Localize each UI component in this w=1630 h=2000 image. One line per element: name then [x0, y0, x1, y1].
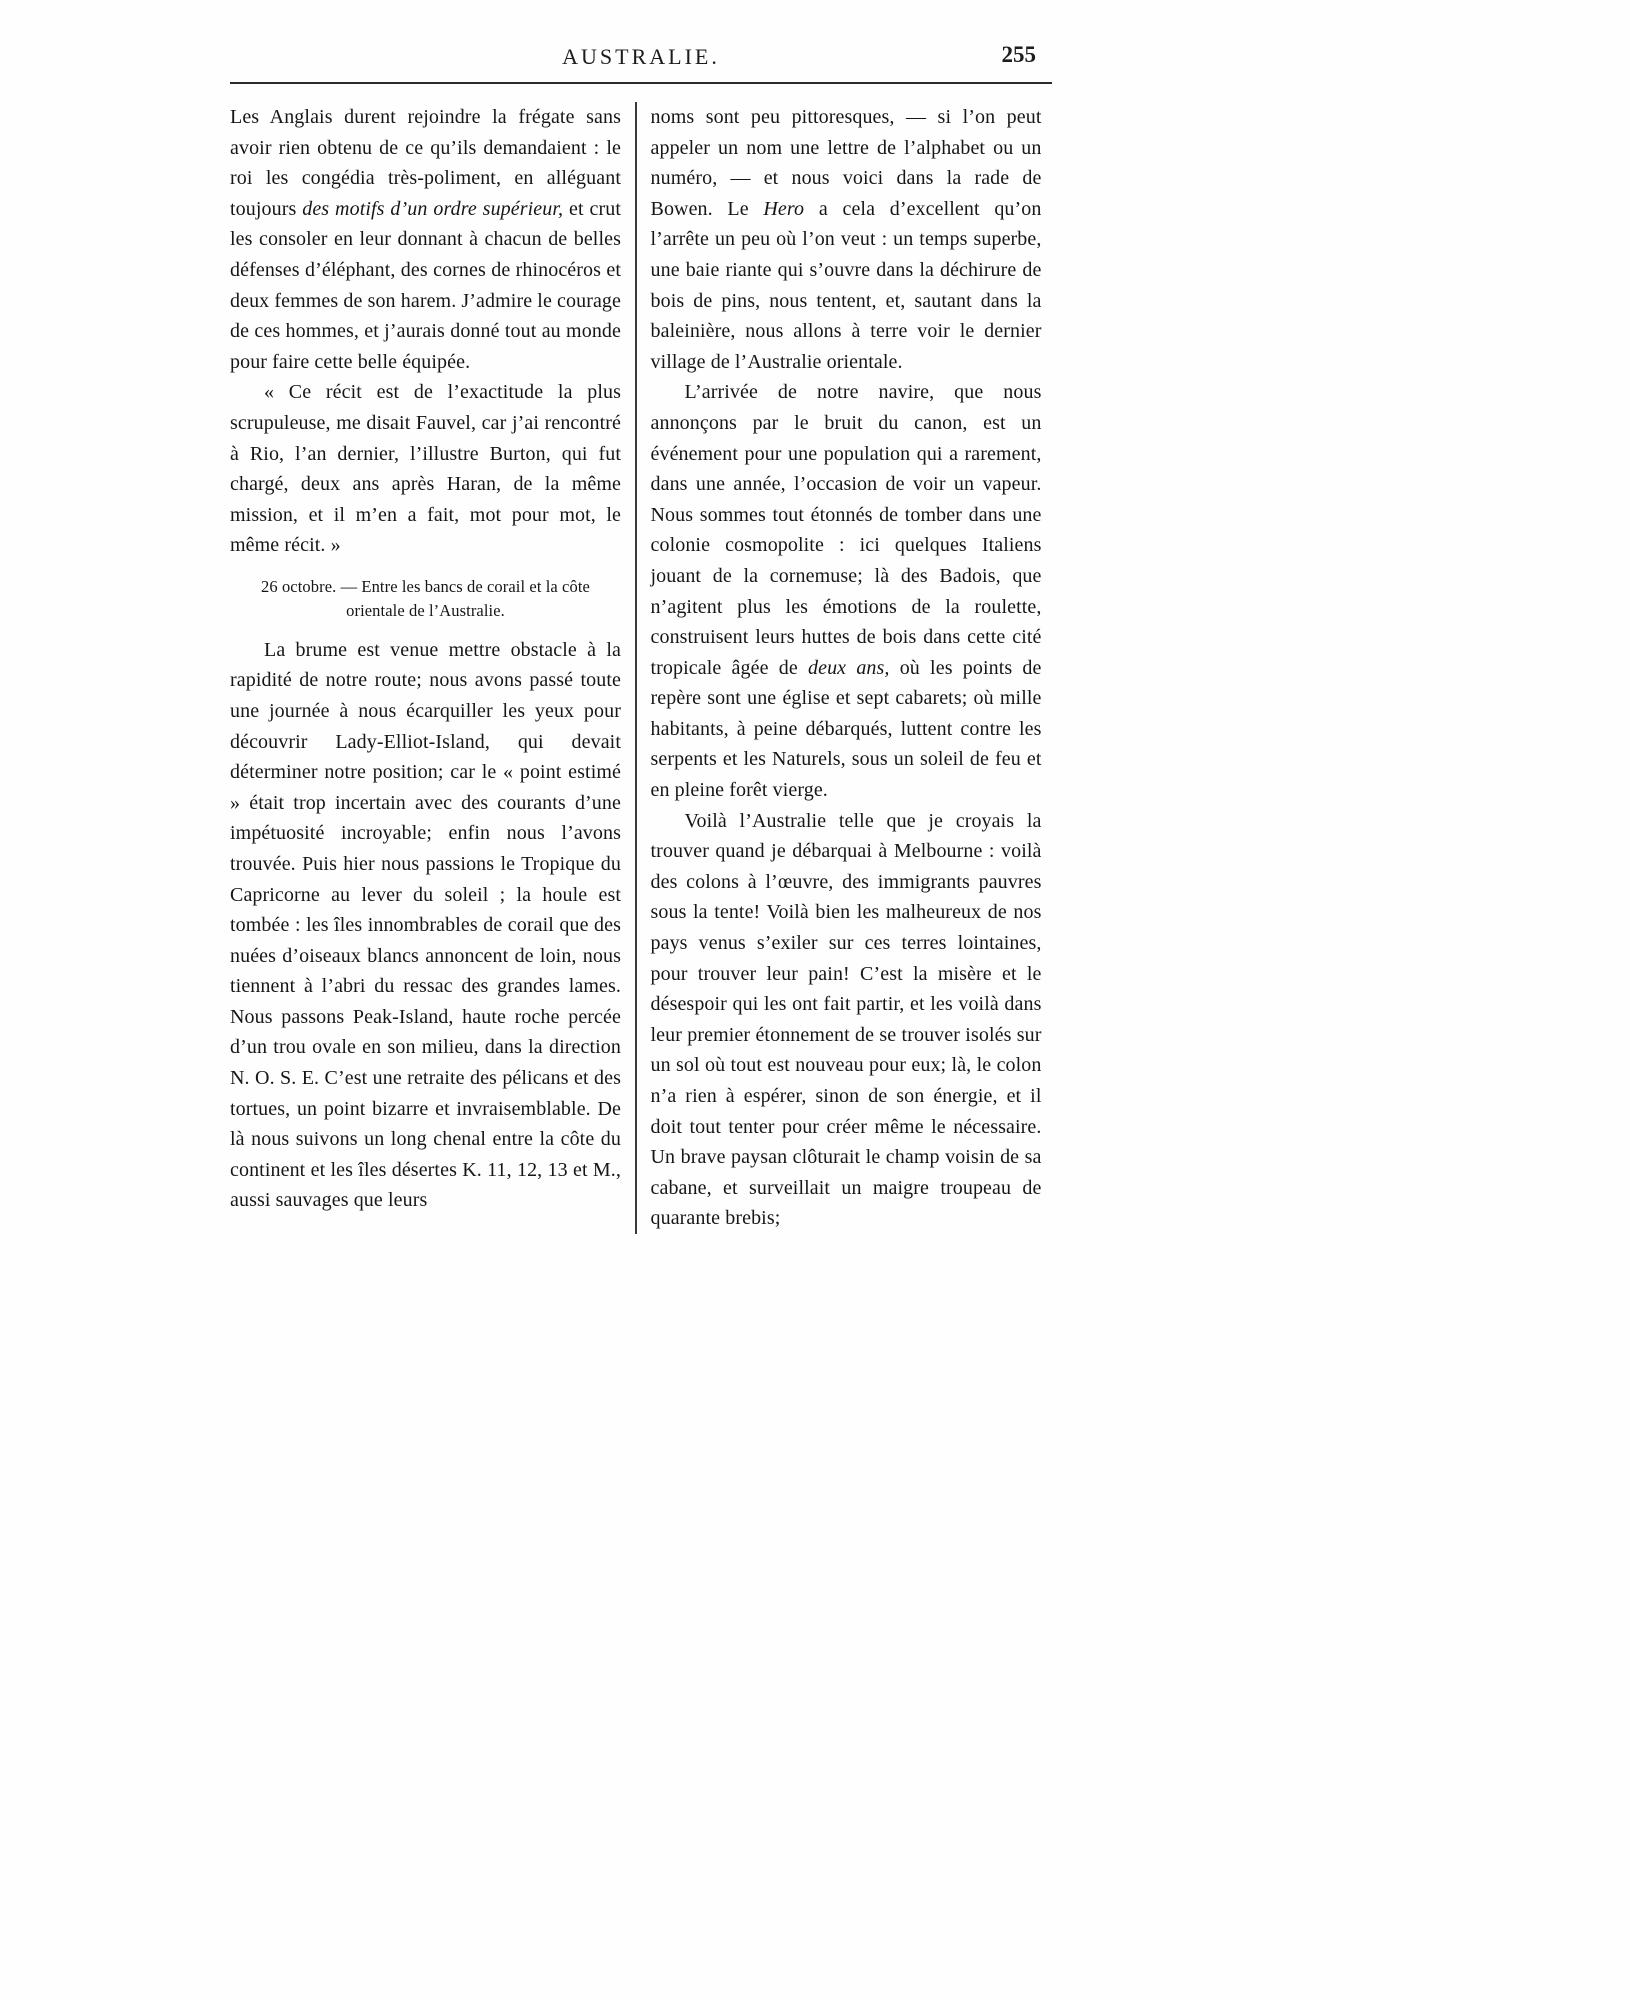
page-header	[230, 38, 1052, 82]
page-content	[230, 38, 1052, 1234]
paragraph	[651, 102, 1042, 377]
paragraph	[230, 635, 621, 1216]
page-title: AUSTRALIE.	[562, 44, 720, 69]
paragraph	[651, 806, 1042, 1234]
italic-text: des motifs d’un ordre supérieur,	[302, 197, 564, 220]
body-text: « Ce récit est de l’exactitude la plus scrupuleuse, me disait Fauvel, car j’ai rencontré à Rio, l’an dernier, l’illustre Burton, qui fut chargé, deux ans après Haran, de la même mission, et il m’en a fait, mot pour mot, le même récit. »	[230, 381, 621, 557]
italic-text: deux ans,	[808, 656, 890, 679]
body-text: Voilà l’Australie telle que je croyais la trouver quand je débarquai à Melbourne : voilà des colons à l’œuvre, des immigrants pauvres sous la tente! Voilà bien les malheureux de nos pays venus s’exiler sur ces terres lointaines, pour trouver leur pain! C’est la misère et le désespoir qui les ont fait partir, et les voilà dans leur premier étonnement de se trouver isolés sur un sol où tout est nouveau pour eux; là, le colon n’a rien à espérer, sinon de son énergie, et il doit tout tenter pour créer même le nécessaire. Un brave paysan clôturait le champ voisin de sa cabane, et surveillait un maigre troupeau de quarante brebis;	[650, 809, 1042, 1230]
paragraph	[230, 377, 621, 561]
body-text: a cela d’excellent qu’on l’arrête un peu où l’on veut : un temps superbe, une baie riante qui s’ouvre dans la déchirure de bois de pins, nous tentent, et, sautant dans la baleinière, nous allons à terre voir le dernier village de l’Australie orientale.	[650, 197, 1042, 373]
body-text: La brume est venue mettre obstacle à la rapidité de notre route; nous avons passé toute une journée à nous écarquiller les yeux pour découvrir Lady-Elliot-Island, qui devait déterminer notre position; car le « point estimé » était trop incertain avec des courants d’une impétuosité incroyable; enfin nous l’avons trouvée. Puis hier nous passions le Tropique du Capricorne au lever du soleil ; la houle est tombée : les îles innombrables de corail que des nuées d’oiseaux blancs annoncent de loin, nous tiennent à l’abri du ressac des grandes lames. Nous passons Peak-Island, haute roche percée d’un trou ovale en son milieu, dans la direction N. O. S. E. C’est une retraite des pélicans et des tortues, un point bizarre et invraisemblable. De là nous suivons un long chenal entre la côte du continent et les îles désertes K. 11, 12, 13 et M., aussi sauvages que leurs	[230, 638, 621, 1212]
page-number: 255	[1001, 42, 1036, 67]
section-dateline	[257, 575, 593, 623]
italic-text: Hero	[763, 197, 805, 220]
body-text: Les Anglais durent rejoindre la frégate sans avoir rien obtenu de ce qu’ils demandaient : le roi les congédia très-poliment, en alléguant toujours	[230, 106, 621, 220]
paragraph	[230, 102, 621, 377]
body-text: et crut les consoler en leur donnant à chacun de belles défenses d’éléphant, des cornes de rhinocéros et deux femmes de son harem. J’admire le courage de ces hommes, et j’aurais donné tout au monde pour faire cette belle équipée.	[230, 197, 622, 373]
header-rule	[230, 82, 1052, 84]
body-text: L’arrivée de notre navire, que nous annonçons par le bruit du canon, est un événement pour une population qui a rarement, dans une année, l’occasion de voir un vapeur. Nous sommes tout étonnés de tomber dans une colonie cosmopolite : ici quelques Italiens jouant de la cornemuse; là des Badois, que n’agitent plus les émotions de la roulette, construisent leurs huttes de bois dans cette cité tropicale âgée de	[650, 381, 1042, 679]
body-text: où les points de repère sont une église et sept cabarets; où mille habitants, à peine débarqués, luttent contre les serpents et les Naturels, sous un soleil de feu et en pleine forêt vierge.	[650, 656, 1042, 802]
left-column	[230, 102, 635, 1234]
body-text: noms sont peu pittoresques, — si l’on peut appeler un nom une lettre de l’alphabet ou un numéro, — et nous voici dans la rade de Bowen. Le	[650, 106, 1042, 220]
right-column	[637, 102, 1042, 1234]
text-columns	[230, 102, 1052, 1234]
paragraph	[651, 377, 1042, 805]
body-text: 26 octobre. — Entre les bancs de corail et la côte orientale de l’Australie.	[261, 576, 590, 620]
